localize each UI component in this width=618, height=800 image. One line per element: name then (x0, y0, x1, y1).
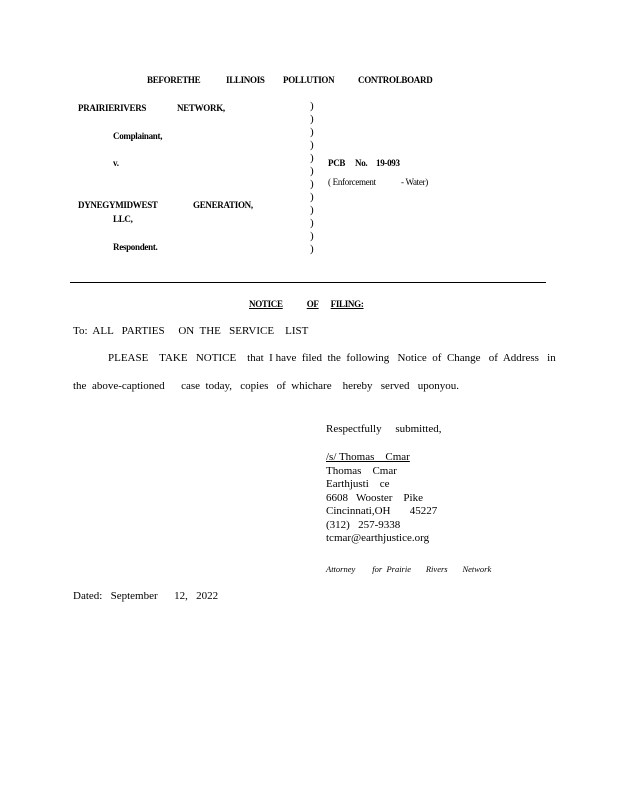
paren: ) (310, 165, 314, 177)
organization: Earthjusti ce (326, 478, 390, 490)
paren: ) (310, 100, 314, 112)
header-word-1: BEFORETHE (147, 75, 201, 85)
dated-line: Dated: September 12, 2022 (73, 590, 219, 602)
notice-body-line-1: PLEASE TAKE NOTICE that I have filed the following Notice of Change of Address in (108, 352, 556, 364)
complainant-name-2: NETWORK, (177, 103, 225, 113)
notice-body-line-2: the above-captioned case today, copies of whichare hereby served uponyou. (73, 380, 459, 392)
city-state-zip: Cincinnati,OH 45227 (326, 505, 438, 517)
paren: ) (310, 139, 314, 151)
notice-title-word-3: FILING: (330, 299, 364, 309)
complainant-name-1: PRAIRIERIVERS (78, 103, 147, 113)
email-address: tcmar@earthjustice.org (326, 532, 430, 544)
electronic-signature: /s/ Thomas Cmar (326, 451, 410, 463)
complainant-label: Complainant, (113, 131, 163, 141)
notice-title-word-1: NOTICE (249, 299, 283, 309)
phone-number: (312) 257-9338 (326, 518, 401, 531)
respondent-name-1: DYNEGYMIDWEST (78, 200, 158, 210)
respondent-label: Respondent. (113, 242, 158, 252)
paren: ) (310, 191, 314, 203)
paren: ) (310, 230, 314, 242)
closing: Respectfully submitted, (326, 423, 442, 435)
attorney-name: Thomas Cmar (326, 464, 397, 477)
paren: ) (310, 217, 314, 229)
water-label: - Water) (401, 177, 428, 187)
enforcement-label: ( Enforcement (328, 177, 376, 187)
paren: ) (310, 178, 314, 190)
header-word-3: POLLUTION (283, 75, 335, 85)
paren: ) (310, 243, 314, 255)
notice-title (249, 299, 366, 309)
case-number: 19-093 (376, 158, 400, 168)
notice-title-word-2: OF (306, 299, 319, 309)
caption-divider (70, 282, 546, 283)
street-address: 6608 Wooster Pike (326, 491, 423, 504)
versus-label: v. (113, 158, 119, 168)
header-word-2: ILLINOIS (226, 75, 265, 85)
attorney-role: Attorney for Prairie Rivers Network (326, 564, 492, 574)
no-label: No. (355, 158, 368, 168)
respondent-name-2: GENERATION, (193, 200, 253, 210)
paren: ) (310, 113, 314, 125)
signature-details (326, 451, 437, 546)
paren: ) (310, 152, 314, 164)
paren: ) (310, 204, 314, 216)
pcb-label: PCB (328, 158, 346, 168)
caption-parens (310, 100, 314, 256)
respondent-name-3: LLC, (113, 214, 133, 224)
paren: ) (310, 126, 314, 138)
header-word-4: CONTROLBOARD (358, 75, 433, 85)
service-list-line: To: ALL PARTIES ON THE SERVICE LIST (73, 325, 309, 337)
